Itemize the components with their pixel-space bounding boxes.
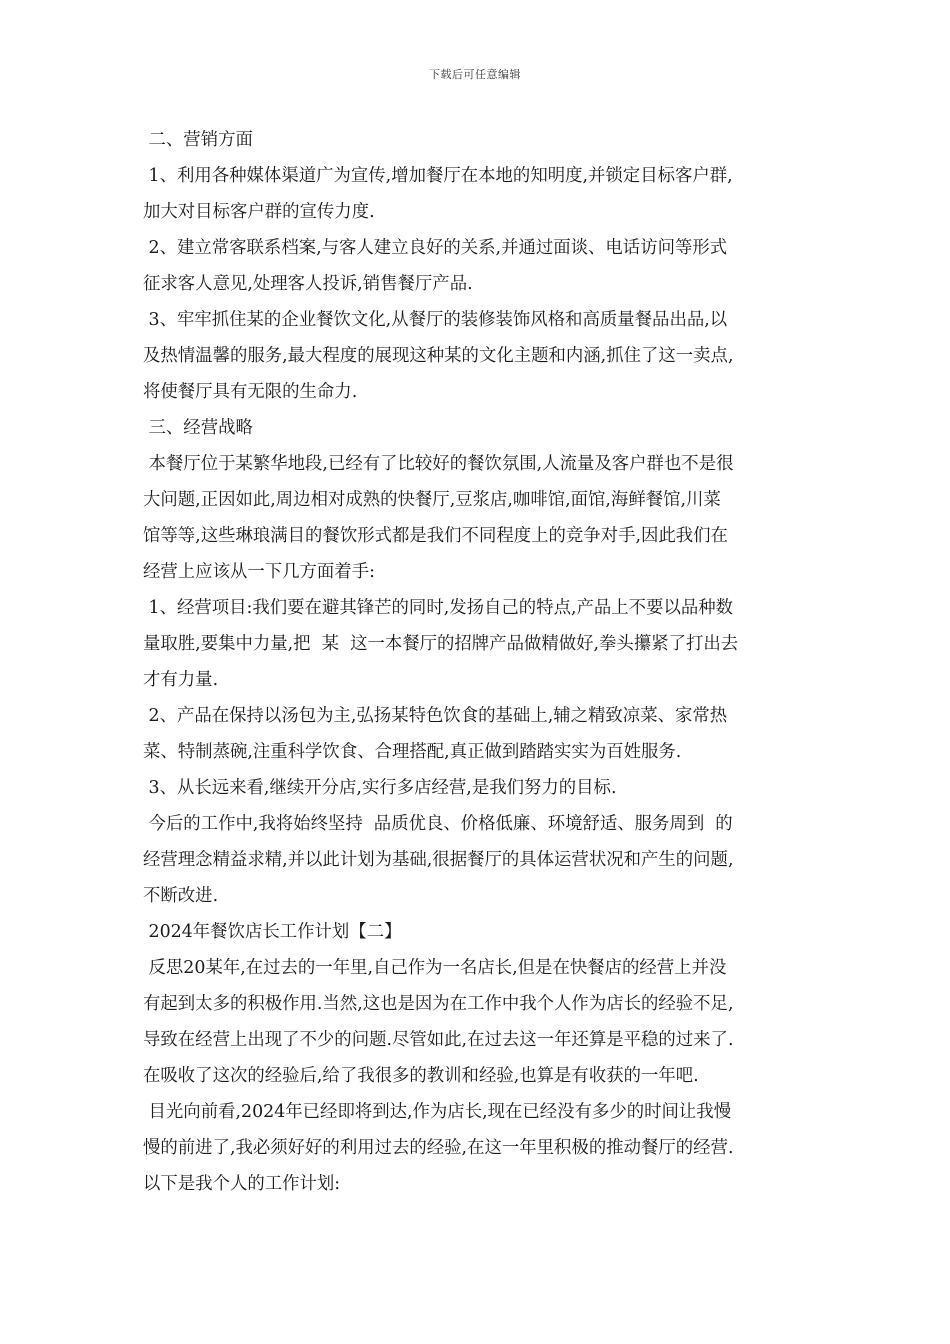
paragraph-line: 及热情温馨的服务,最大程度的展现这种某的文化主题和内涵,抓住了这一卖点, <box>143 346 734 366</box>
paragraph-line: 加大对目标客户群的宣传力度. <box>143 202 375 222</box>
paragraph-line: 3、牢牢抓住某的企业餐饮文化,从餐厅的装修装饰风格和高质量餐品出品,以 <box>143 310 728 330</box>
paragraph-line: 3、从长远来看,继续开分店,实行多店经营,是我们努力的目标. <box>143 778 617 798</box>
paragraph-line: 在吸收了这次的经验后,给了我很多的教训和经验,也算是有收获的一年吧. <box>143 1066 699 1086</box>
paragraph-line: 才有力量. <box>143 670 219 690</box>
paragraph-line: 目光向前看,2024年已经即将到达,作为店长,现在已经没有多少的时间让我慢 <box>143 1102 732 1122</box>
section-heading-strategy: 三、经营战略 <box>143 418 253 438</box>
paragraph-line: 本餐厅位于某繁华地段,已经有了比较好的餐饮氛围,人流量及客户群也不是很 <box>143 454 734 474</box>
paragraph-line: 不断改进. <box>143 886 219 906</box>
paragraph-line: 今后的工作中,我将始终坚持 品质优良、价格低廉、环境舒适、服务周到 的 <box>143 814 733 834</box>
paragraph-line: 导致在经营上出现了不少的问题.尽管如此,在过去这一年还算是平稳的过来了. <box>143 1030 734 1050</box>
paragraph-line: 征求客人意见,处理客人投诉,销售餐厅产品. <box>143 274 473 294</box>
paragraph-line: 慢的前进了,我必须好好的利用过去的经验,在这一年里积极的推动餐厅的经营. <box>143 1138 734 1158</box>
paragraph-line: 有起到太多的积极作用.当然,这也是因为在工作中我个人作为店长的经验不足, <box>143 994 734 1014</box>
section-heading-marketing: 二、营销方面 <box>143 130 253 150</box>
paragraph-line: 2、产品在保持以汤包为主,弘扬某特色饮食的基础上,辅之精致凉菜、家常热 <box>143 706 728 726</box>
paragraph-line: 1、利用各种媒体渠道广为宣传,增加餐厅在本地的知明度,并锁定目标客户群, <box>143 166 733 186</box>
paragraph-line: 1、经营项目:我们要在避其锋芒的同时,发扬自己的特点,产品上不要以品种数 <box>143 598 734 618</box>
section-heading-plan-two: 2024年餐饮店长工作计划【二】 <box>143 922 402 942</box>
paragraph-line: 2、建立常客联系档案,与客人建立良好的关系,并通过面谈、电话访问等形式 <box>143 238 728 258</box>
paragraph-line: 馆等等,这些琳琅满目的餐饮形式都是我们不同程度上的竞争对手,因此我们在 <box>143 526 728 546</box>
paragraph-line: 经营理念精益求精,并以此计划为基础,很据餐厅的具体运营状况和产生的问题, <box>143 850 734 870</box>
page-header-note: 下载后可任意编辑 <box>429 68 521 81</box>
paragraph-line: 将使餐厅具有无限的生命力. <box>143 382 358 402</box>
paragraph-line: 反思20某年,在过去的一年里,自己作为一名店长,但是在快餐店的经营上并没 <box>143 958 727 978</box>
paragraph-line: 以下是我个人的工作计划: <box>143 1174 341 1194</box>
document-body <box>143 122 809 1202</box>
paragraph-line: 经营上应该从一下几方面着手: <box>143 562 375 582</box>
paragraph-line: 量取胜,要集中力量,把 某 这一本餐厅的招牌产品做精做好,拳头攥紧了打出去 <box>143 634 739 654</box>
paragraph-line: 大问题,正因如此,周边相对成熟的快餐厅,豆浆店,咖啡馆,面馆,海鲜餐馆,川菜 <box>143 490 721 510</box>
paragraph-line: 菜、特制蒸碗,注重科学饮食、合理搭配,真正做到踏踏实实为百姓服务. <box>143 742 682 762</box>
